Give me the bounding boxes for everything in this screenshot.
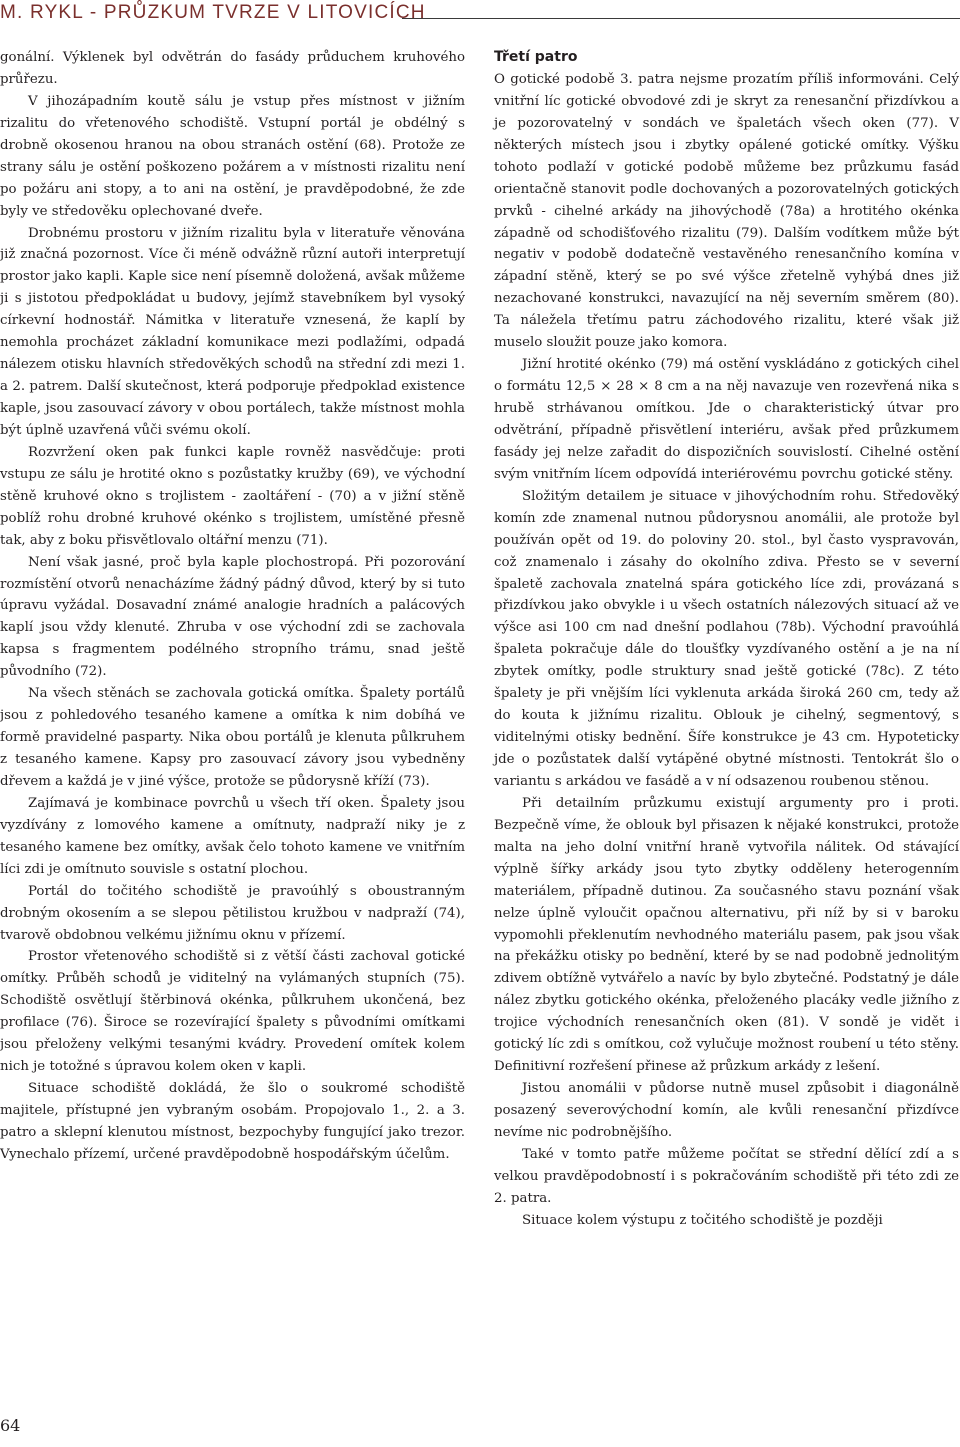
paragraph: V jihozápadním koutě sálu je vstup přes místnost v jižním rizalitu do vřetenového schodiště. Vstupní portál je obdélný s drobně okosenou hranou na obou stranách ostění (68). Protože ze strany sálu je ostění poškozeno požárem a v místnosti rizalitu není po požáru ani stopy, a to ani na ostění, je pravděpodobné, že zde byly ve středověku oplechované dveře.	[0, 93, 465, 219]
paragraph: Jižní hrotité okénko (79) má ostění vyskládáno z gotických cihel o formátu 12,5 × 28 × 8 cm a na něj navazuje ven rozevřená nika s hrubě strhávanou omítkou. Jde o charakteristický útvar pro odvětrání, případně přisvětlení interiéru, avšak před průzkumem fasády jej nelze zařadit do dispozičních souvislostí. Cihelné ostění svým vnitřním lícem odpovídá interiérovému povrchu gotické stěny.	[494, 357, 959, 482]
paragraph: Složitým detailem je situace v jihovýchodním rohu. Středověký komín zde znamenal nutnou půdorysnou anomálii, ale protože byl používán opět od 19. do poloviny 20. stol., byl často vyspravován, což znamenalo i zásahy do okolního zdiva. Přesto se v severní špaletě zachovala znatelná spára gotického líce zdi, provázaná s přizdívkou jako obvykle i u všech ostatních nálezových situací až ve výšce asi 100 cm nad dnešní podlahou (78b). Východní pravoúhlá špaleta pokračuje dále do tloušťky vyzdívaného ostění a je na ní zbytek omítky, podle struktury snad ještě gotické (78c). Z této špalety je při vnějším líci vyklenuta arkáda široká 260 cm, tedy až do kouta k jižnímu rizalitu. Oblouk je cihelný, segmentový, s viditelnými otisky bednění. Šíře konstrukce je 43 cm. Hypoteticky jde o pozůstatek další vytápěné obytné místnosti. Tentokrát šlo o variantu s arkádou ve fasádě a v ní odsazenou roubenou stěnou.	[494, 488, 959, 789]
left-column	[0, 47, 465, 1166]
page-number: 64	[0, 1416, 21, 1435]
paragraph: Rozvržení oken pak funkci kaple rovněž nasvědčuje: proti vstupu ze sálu je hrotité okno s pozůstatky kružby (69), ve východní stěně kruhové okno s trojlistem - zaoltáření - (70) a v jižní stěně poblíž rohu drobné kruhové okénko s trojlistem, umístěné přesně tak, aby z boku přisvětlovalo oltářní menzu (71).	[0, 444, 465, 548]
paragraph: Zajímavá je kombinace povrchů u všech tří oken. Špalety jsou vyzdívány z lomového kamene a omítnuty, nadpraží niky je z tesaného kamene bez omítky, avšak čelo tohoto kamene ve vnitřním líci zdi je omítnuto souvisle s ostatní plochou.	[0, 795, 465, 877]
header-title: M. RYKL - PRŮZKUM TVRZE V LITOVICÍCH	[0, 2, 426, 23]
paragraph: Při detailním průzkumu existují argumenty pro i proti. Bezpečně víme, že oblouk byl přisazen k nějaké konstrukci, protože malta na jeho dolní vnitřní hraně vytvořila nálitek. Od stávající výplně šířky arkády jsou tyto zbytky odděleny heterogenním materiálem, případně dutinou. Za současného stavu poznání však nelze úplně vyloučit opačnou alternativu, při níž by si v baroku vypomohli překlenutím nevhodného materiálu pasem, pak jsou však na překážku otisky po bednění, které by se nad podobně jednolitým zdivem obtížně vytvářelo a navíc by bylo zbytečné. Podstatný je dále nález zbytku gotického okénka, přeloženého placáky vedle jižního z trojice východních renesančních oken (81). V sondě je vidět i gotický líc zdi s omítkou, což vylučuje možnost roubení u této stěny. Definitivní rozřešení přinese až průzkum arkády z lešení.	[494, 795, 959, 1075]
paragraph: Prostor vřetenového schodiště si z větší části zachoval gotické omítky. Průběh schodů je viditelný na vylámaných stupních (75). Schodiště osvětlují štěrbinová okénka, půlkruhem ukončená, bez profilace (76). Široce se rozevírající špalety s původními omítkami jsou přeloženy velkými tesanými kvádry. Provedení omítek kolem nich je totožné s úpravou kolem oken v kapli.	[0, 949, 465, 1075]
right-column	[494, 47, 959, 1232]
paragraph: Na všech stěnách se zachovala gotická omítka. Špalety portálů jsou z pohledového tesaného kamene a omítka k nim dobíhá ve formě pravidelné pasparty. Nika obou portálů je klenuta půlkruhem z tesaného kamene. Kapsy pro zasouvací závory jsou vybedněny dřevem a každá je v jiné výšce, protože se půdorysně kříží (73).	[0, 686, 465, 789]
paragraph: Není však jasné, proč byla kaple plochostropá. Při pozorování rozmístění otvorů nenacházíme žádný pádný důvod, který by si tuto úpravu vyžádal. Dosavadní známé analogie hradních a palácových kaplí jsou vždy klenuté. Zhruba v ose východní zdi se zachovala kapsa s fragmentem podélného stropního trámu, snad ještě původního (72).	[0, 554, 465, 680]
paragraph: Také v tomto patře můžeme počítat se střední dělící zdí a s velkou pravděpodobností i s pokračováním schodiště při této zdi ze 2. patra.	[494, 1146, 959, 1206]
running-header	[0, 0, 960, 30]
section-heading: Třetí patro	[494, 49, 578, 65]
paragraph: Jistou anomálii v půdorse nutně musel způsobit i diagonálně posazený severovýchodní komín, ale kvůli renesanční přizdívce nevíme nic podrobnějšího.	[494, 1081, 959, 1140]
header-rule	[402, 18, 960, 19]
paragraph: O gotické podobě 3. patra nejsme prozatím příliš informováni. Celý vnitřní líc gotické obvodové zdi je skryt za renesanční přizdívkou a je pozorovatelný v sondách ve špaletách všech oken (77). V některých místech jsou i zbytky opálené gotické omítky. Výšku tohoto podlaží v gotické podobě můžeme bez průzkumu fasád orientačně stanovit podle dochovaných a pozorovatelných gotických prvků - cihelné arkády na jihovýchodě (78a) a hrotitého okénka západně od schodišťového rizalitu (79). Dalším vodítkem může být negativ v podobě dodatečně vestavěného renesančního komína v západní stěně, který se po své výšce zřetelně vyhýbá dnes již nezachované konstrukci, navazující na něj severním směrem (80). Ta náležela třetímu patru záchodového rizalitu, které však již muselo sloužit pouze jako komora.	[494, 71, 959, 351]
paragraph: Drobnému prostoru v jižním rizalitu byla v literatuře věnována již značná pozornost. Více či méně odvážně různí autoři interpretují prostor jako kapli. Kaple sice není písemně doložená, avšak můžeme ji s jistotou předpokládat u budovy, jejímž stavebníkem byl vysoký církevní hodnostář. Námitka v literatuře vznesená, že kaplí by nemohla procházet základní komunikace mezi podlažími, odpadá nálezem otisku hlavních středověkých schodů na střední zdi mezi 1. a 2. patrem. Další skutečnost, která podporuje předpoklad existence kaple, jsou zasouvací závory v obou portálech, takže místnost mohla být úplně uzavřená vůči svému okolí.	[0, 225, 465, 438]
paragraph: Situace kolem výstupu z točitého schodiště je později	[522, 1212, 883, 1228]
paragraph: Situace schodiště dokládá, že šlo o soukromé schodiště majitele, přístupné jen vybraným osobám. Propojovalo 1., 2. a 3. patro a sklepní klenutou místnost, bezpochyby fungující jako trezor. Vynechalo přízemí, určené pravděpodobně hospodářským účelům.	[0, 1081, 465, 1162]
paragraph: gonální. Výklenek byl odvětrán do fasády průduchem kruhového průřezu.	[0, 50, 465, 87]
paragraph: Portál do točitého schodiště je pravoúhlý s oboustranným drobným okosením a se slepou pětilistou kružbou v nadpraží (74), tvarově obdobnou velkému jižnímu oknu v přízemí.	[0, 883, 465, 943]
